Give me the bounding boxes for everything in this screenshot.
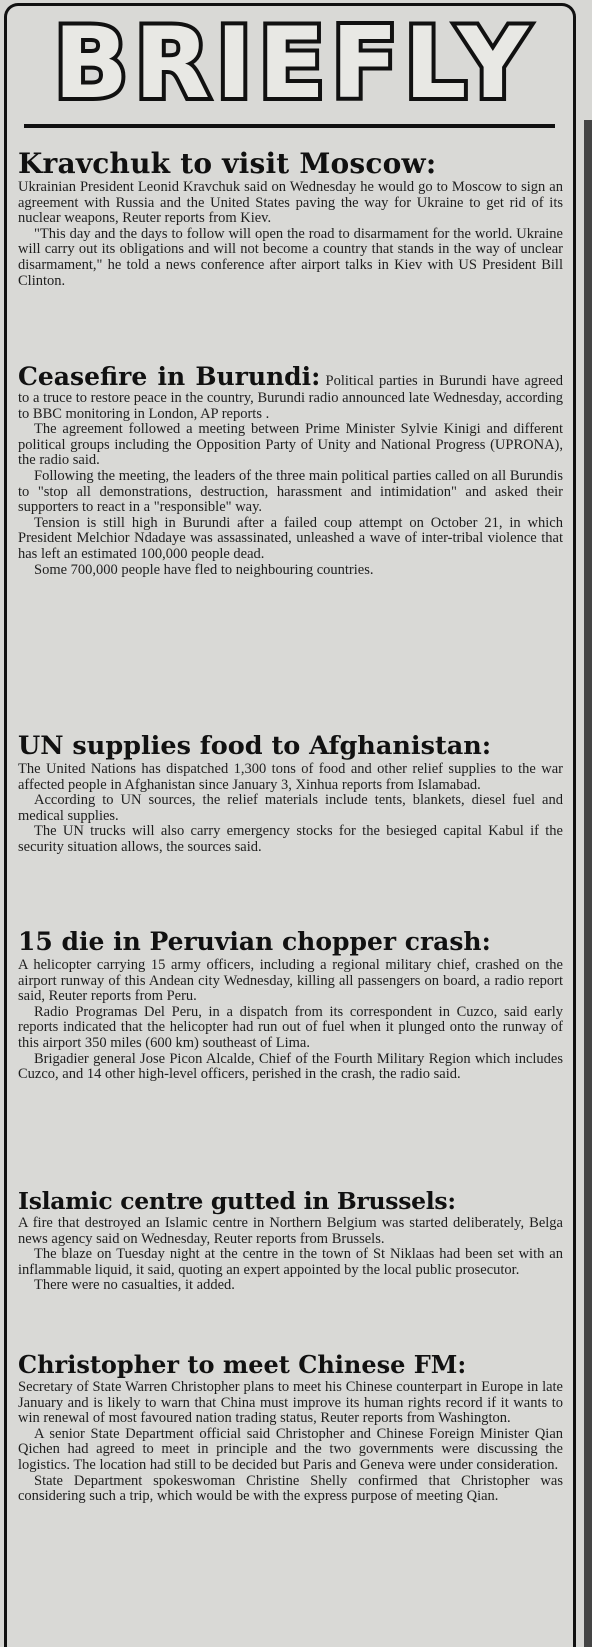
story-headline: Islamic centre gutted in Brussels: xyxy=(18,1187,456,1215)
story-paragraph: The United Nations has dispatched 1,300 tons of food and other relief supplies to the war affected people in Afghanistan since January 3, Xinhua reports from Islamabad. xyxy=(18,761,563,793)
page-edge-shadow xyxy=(584,120,592,1647)
story-headline: Kravchuk to visit Moscow: xyxy=(18,147,437,180)
story-paragraph: State Department spokeswoman Christine Shelly confirmed that Christopher was considering such a trip, which would be with the express purpose of meeting Qian. xyxy=(18,1472,563,1505)
story-lead-text: Political parties in Burundi have agreed to a truce to restore peace in the country, Burundi radio announced late Wednesday, according to BBC monitoring in London, AP reports . xyxy=(18,373,564,422)
story-burundi xyxy=(18,363,563,578)
story-paragraph: According to UN sources, the relief materials include tents, blankets, diesel fuel and medical supplies. xyxy=(18,792,563,824)
story-paragraph: A senior State Department official said Christopher and Chinese Foreign Minister Qian Qichen had agreed to meet in principle and the two governments were discussing the logistics. The location had still to be decided but Paris and Geneva were under consideration. xyxy=(18,1425,563,1473)
story-kravchuk xyxy=(18,148,563,289)
story-paragraph: "This day and the days to follow will open the road to disarmament for the world. Ukraine will carry out its obligations and will not become a country that stands in the way of unclear disarmament," he told a news conference after airport talks in Kiev with US President Bill Clinton. xyxy=(18,225,563,289)
story-paragraph: The blaze on Tuesday night at the centre in the town of St Niklaas had been set with an inflammable liquid, it said, quoting an expert appointed by the local public prosecutor. xyxy=(18,1246,563,1278)
masthead-title: BRIEFLY xyxy=(53,7,535,121)
story-headline: Christopher to meet Chinese FM: xyxy=(18,1350,467,1379)
story-lead xyxy=(18,363,563,422)
story-paragraph: A helicopter carrying 15 army officers, including a regional military chief, crashed on the airport runway of this Andean city Wednesday, killing all passengers on board, a radio report said, Reuter reports from Peru. xyxy=(18,957,563,1005)
story-body xyxy=(18,762,563,856)
story-paragraph: Radio Programas Del Peru, in a dispatch from its correspondent in Cuzco, said early reports indicated that the helicopter had run out of fuel when it plunged onto the runway of this airport 350 miles (600 km) southeast of Lima. xyxy=(18,1003,563,1051)
story-paragraph: Secretary of State Warren Christopher plans to meet his Chinese counterpart in Europe in late January and is likely to warn that China must improve its human rights record if it wants to win renewal of most favoured nation trading status, Reuter reports from Washington. xyxy=(18,1379,563,1427)
story-peru xyxy=(18,926,563,1083)
masthead-rule xyxy=(24,124,555,128)
story-headline: Ceasefire in Burundi: xyxy=(18,362,321,391)
story-paragraph: There were no casualties, it added. xyxy=(34,1277,235,1294)
story-paragraph: Following the meeting, the leaders of the three main political parties called on all Burundis to "stop all demonstrations, destruction, harassment and intimidation" and asked their supporters to react in a "responsible" way. xyxy=(18,467,563,516)
story-paragraph: Brigadier general Jose Picon Alcalde, Chief of the Fourth Military Region which includes Cuzco, and 14 other high-level officers, perished in the crash, the radio said. xyxy=(18,1050,563,1083)
story-paragraph: A fire that destroyed an Islamic centre in Northern Belgium was started deliberately, Belga news agency said on Wednesday, Reuter reports from Brussels. xyxy=(18,1215,563,1247)
story-body xyxy=(18,1380,563,1505)
story-paragraph: The UN trucks will also carry emergency stocks for the besieged capital Kabul if the security situation allows, the sources said. xyxy=(18,823,563,855)
story-headline: UN supplies food to Afghanistan: xyxy=(18,731,492,761)
story-paragraph: The agreement followed a meeting between Prime Minister Sylvie Kinigi and different political groups including the Opposition Party of Unity and National Progress (UPRONA), the radio said. xyxy=(18,421,563,469)
story-brussels xyxy=(18,1186,563,1294)
story-paragraph: Some 700,000 people have fled to neighbouring countries. xyxy=(34,561,374,578)
story-body xyxy=(18,1216,563,1294)
story-afghanistan xyxy=(18,730,563,856)
story-paragraph: Ukrainian President Leonid Kravchuk said on Wednesday he would go to Moscow to sign an agreement with Russia and the United States paving the way for Ukraine to get rid of its nuclear weapons, Reuter reports from Kiev. xyxy=(18,179,563,227)
story-body xyxy=(18,363,563,578)
story-paragraph: Tension is still high in Burundi after a failed coup attempt on October 21, in which President Melchior Ndadaye was assassinated, unleashed a wave of inter-tribal violence that has left an estimated 100,000 people dead. xyxy=(18,514,563,562)
story-christopher xyxy=(18,1350,563,1505)
story-body xyxy=(18,180,563,289)
story-headline: 15 die in Peruvian chopper crash: xyxy=(18,927,491,956)
story-body xyxy=(18,958,563,1083)
